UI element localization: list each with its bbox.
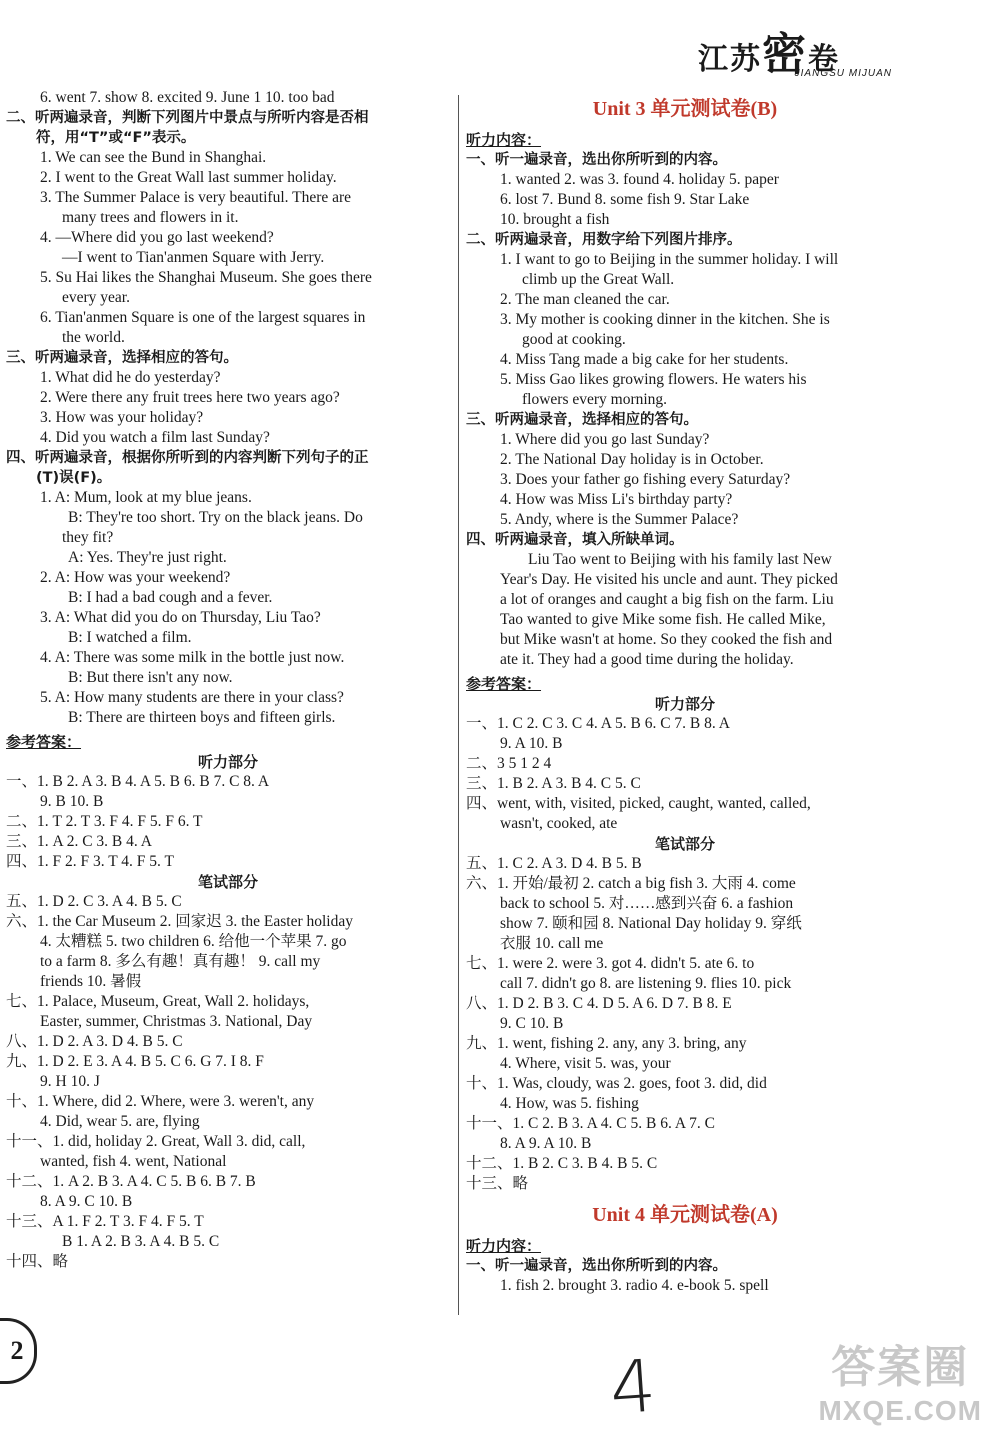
text-line: 9. B 10. B <box>40 793 104 810</box>
text-line: 4. —Where did you go last weekend? <box>40 229 274 246</box>
text-line: 十、1. Where, did 2. Where, were 3. weren't, any <box>6 1093 315 1110</box>
text-line: B 1. A 2. B 3. A 4. B 5. C <box>62 1233 220 1250</box>
text-line: 十二、1. A 2. B 3. A 4. C 5. B 6. B 7. B <box>6 1173 256 1190</box>
text-line: 6. lost 7. Bund 8. some fish 9. Star Lake <box>500 191 750 208</box>
text-line: 四、went, with, visited, picked, caught, wanted, called, <box>466 795 811 812</box>
text-line: 4. Miss Tang made a big cake for her students. <box>500 351 789 368</box>
logo-text-post: 卷 <box>808 43 840 76</box>
part-heading: 笔试部分 <box>654 835 715 853</box>
text-line: 二、3 5 1 2 4 <box>466 755 552 772</box>
text-line: 5. Andy, where is the Summer Palace? <box>500 511 739 528</box>
watermark-text: 答案圈 <box>831 1342 970 1393</box>
text-line: 8. A 9. A 10. B <box>500 1135 592 1152</box>
text-line: B: I had a bad cough and a fever. <box>68 589 273 606</box>
unit-title: Unit 4 单元测试卷(A) <box>592 1204 778 1226</box>
text-line: 五、1. C 2. A 3. D 4. B 5. B <box>466 855 642 872</box>
text-line: 二、1. T 2. T 3. F 4. F 5. F 6. T <box>6 813 203 830</box>
text-line: 8. A 9. C 10. B <box>40 1193 133 1210</box>
text-line: Liu Tao went to Beijing with his family last New <box>528 551 832 568</box>
text-line: Year's Day. He visited his uncle and aunt. They picked <box>500 571 838 588</box>
text-line: 1. wanted 2. was 3. found 4. holiday 5. paper <box>500 171 779 188</box>
question-heading: 三、听两遍录音，选择相应的答句。 <box>6 350 238 366</box>
text-line: 十三、A 1. F 2. T 3. F 4. F 5. T <box>6 1213 204 1230</box>
text-line: 3. How was your holiday? <box>40 409 204 426</box>
text-line: B: They're too short. Try on the black jeans. Do <box>68 509 363 526</box>
text-line: climb up the Great Wall. <box>522 271 675 288</box>
section-label: 参考答案： <box>466 675 542 693</box>
text-line: good at cooking. <box>522 331 626 348</box>
text-line: flowers every morning. <box>522 391 668 408</box>
text-line: the world. <box>62 329 125 346</box>
text-line: 9. A 10. B <box>500 735 563 752</box>
text-line: B: But there isn't any now. <box>68 669 233 686</box>
text-line: Tao wanted to give Mike some fish. He called Mike, <box>500 611 826 628</box>
text-line: —I went to Tian'anmen Square with Jerry. <box>62 249 325 266</box>
text-line: 5. A: How many students are there in your class? <box>40 689 344 706</box>
question-heading: 四、听两遍录音，填入所缺单词。 <box>466 532 684 548</box>
question-heading: 一、听一遍录音，选出你所听到的内容。 <box>466 1258 727 1274</box>
text-line: every year. <box>62 289 130 306</box>
text-line: 三、1. A 2. C 3. B 4. A <box>6 833 152 850</box>
text-line: wasn't, cooked, ate <box>500 815 618 832</box>
text-line: 1. fish 2. brought 3. radio 4. e-book 5. spell <box>500 1277 769 1294</box>
text-line: 五、1. D 2. C 3. A 4. B 5. C <box>6 893 182 910</box>
text-line: 衣服 10. call me <box>500 935 604 952</box>
watermark <box>818 1331 982 1427</box>
text-line: 1. What did he do yesterday? <box>40 369 221 386</box>
text-line: show 7. 颐和园 8. National Day holiday 9. 穿纸 <box>500 915 802 932</box>
text-line: they fit? <box>62 529 114 546</box>
text-line: 4. A: There was some milk in the bottle just now. <box>40 649 345 666</box>
text-line: 10. brought a fish <box>500 211 610 228</box>
text-line: 2. Were there any fruit trees here two years ago? <box>40 389 340 406</box>
text-line: 9. H 10. J <box>40 1073 100 1090</box>
question-heading: 一、听一遍录音，选出你所听到的内容。 <box>466 152 727 168</box>
text-line: 1. A: Mum, look at my blue jeans. <box>40 489 252 506</box>
page-number: 2 <box>0 1318 37 1384</box>
text-line: A: Yes. They're just right. <box>68 549 227 566</box>
text-line: 3. Does your father go fishing every Saturday? <box>500 471 791 488</box>
text-line: 十四、略 <box>6 1253 69 1270</box>
part-heading: 听力部分 <box>197 753 258 771</box>
question-heading: 四、听两遍录音，根据你所听到的内容判断下列句子的正 <box>6 450 369 466</box>
text-line: 2. A: How was your weekend? <box>40 569 231 586</box>
text-line: 2. The man cleaned the car. <box>500 291 670 308</box>
text-line: 4. How, was 5. fishing <box>500 1095 639 1112</box>
text-line: B: There are thirteen boys and fifteen girls. <box>68 709 336 726</box>
text-line: 十一、1. C 2. B 3. A 4. C 5. B 6. A 7. C <box>466 1115 715 1132</box>
text-line: 9. C 10. B <box>500 1015 564 1032</box>
text-line: 十、1. Was, cloudy, was 2. goes, foot 3. did, did <box>466 1075 767 1092</box>
text-line: 三、1. B 2. A 3. B 4. C 5. C <box>466 775 641 792</box>
text-line: 3. My mother is cooking dinner in the kitchen. She is <box>500 311 830 328</box>
text-line: 1. We can see the Bund in Shanghai. <box>40 149 267 166</box>
logo-subtitle: JIANGSU MIJUAN <box>794 68 892 79</box>
text-line: Easter, summer, Christmas 3. National, Day <box>40 1013 313 1030</box>
text-line: ate it. They had a good time during the holiday. <box>500 651 794 668</box>
text-line: 一、1. C 2. C 3. C 4. A 5. B 6. C 7. B 8. A <box>466 715 730 732</box>
text-line: 十二、1. B 2. C 3. B 4. B 5. C <box>466 1155 658 1172</box>
section-label: 听力内容： <box>466 131 542 149</box>
text-line: back to school 5. 对……感到兴奋 6. a fashion <box>500 895 794 912</box>
question-heading: 二、听两遍录音，用数字给下列图片排序。 <box>466 232 742 248</box>
text-line: 六、1. the Car Museum 2. 回家迟 3. the Easter holiday <box>6 913 353 930</box>
column-divider <box>458 95 459 1315</box>
text-line: 2. I went to the Great Wall last summer holiday. <box>40 169 337 186</box>
text-line: 六、1. 开始/最初 2. catch a big fish 3. 大雨 4. come <box>466 875 796 892</box>
handwritten-mark: 4 <box>607 1343 659 1431</box>
question-heading: 三、听两遍录音，选择相应的答句。 <box>466 412 698 428</box>
text-line: 4. Did, wear 5. are, flying <box>40 1113 200 1130</box>
text-line: 2. The National Day holiday is in October. <box>500 451 764 468</box>
left-column <box>6 88 450 1272</box>
watermark-url: MXQE.COM <box>818 1395 982 1426</box>
text-line: 4. 太糟糕 5. two children 6. 给他一个苹果 7. go <box>40 933 347 950</box>
text-line: 八、1. D 2. B 3. C 4. D 5. A 6. D 7. B 8. E <box>466 995 732 1012</box>
text-line: 4. Where, visit 5. was, your <box>500 1055 671 1072</box>
question-heading: 二、听两遍录音，判断下列图片中景点与所听内容是否相 <box>6 110 369 126</box>
text-line: 一、1. B 2. A 3. B 4. A 5. B 6. B 7. C 8. A <box>6 773 270 790</box>
text-line: 5. Su Hai likes the Shanghai Museum. She goes there <box>40 269 372 286</box>
text-line: to a farm 8. 多么有趣！真有趣！ 9. call my <box>40 953 321 970</box>
section-label: 参考答案： <box>6 733 82 751</box>
text-line: 七、1. Palace, Museum, Great, Wall 2. holidays, <box>6 993 310 1010</box>
text-line: 十一、1. did, holiday 2. Great, Wall 3. did, call, <box>6 1133 306 1150</box>
text-line: 6. Tian'anmen Square is one of the largest squares in <box>40 309 366 326</box>
question-heading: 符，用“T”或“F”表示。 <box>36 130 196 146</box>
text-line: 十三、略 <box>466 1175 529 1192</box>
text-line: 4. How was Miss Li's birthday party? <box>500 491 733 508</box>
text-line: many trees and flowers in it. <box>62 209 239 226</box>
text-line: 四、1. F 2. F 3. T 4. F 5. T <box>6 853 174 870</box>
text-line: wanted, fish 4. went, National <box>40 1153 227 1170</box>
text-line: 七、1. were 2. were 3. got 4. didn't 5. ate 6. to <box>466 955 755 972</box>
text-line: a lot of oranges and caught a big fish on the farm. Liu <box>500 591 834 608</box>
text-line: 九、1. went, fishing 2. any, any 3. bring, any <box>466 1035 747 1052</box>
text-line: 1. I want to go to Beijing in the summer holiday. I will <box>500 251 839 268</box>
text-line: friends 10. 暑假 <box>40 973 142 990</box>
section-label: 听力内容： <box>466 1237 542 1255</box>
part-heading: 笔试部分 <box>197 873 258 891</box>
text-line: 八、1. D 2. A 3. D 4. B 5. C <box>6 1033 183 1050</box>
text-line: 5. Miss Gao likes growing flowers. He waters his <box>500 371 807 388</box>
text-line: B: I watched a film. <box>68 629 192 646</box>
text-line: 九、1. D 2. E 3. A 4. B 5. C 6. G 7. I 8. F <box>6 1053 264 1070</box>
text-line: 3. The Summer Palace is very beautiful. There are <box>40 189 352 206</box>
text-line: 1. Where did you go last Sunday? <box>500 431 710 448</box>
unit-title: Unit 3 单元测试卷(B) <box>592 98 778 120</box>
text-line: 3. A: What did you do on Thursday, Liu Tao? <box>40 609 321 626</box>
part-heading: 听力部分 <box>654 695 715 713</box>
text-line: call 7. didn't go 8. are listening 9. flies 10. pick <box>500 975 792 992</box>
right-column <box>466 88 904 1296</box>
text-line: but Mike wasn't at home. So they cooked the fish and <box>500 631 833 648</box>
logo-text-big: 密 <box>762 30 808 79</box>
text-line: 6. went 7. show 8. excited 9. June 1 10. too bad <box>40 89 335 106</box>
text-line: 4. Did you watch a film last Sunday? <box>40 429 270 446</box>
logo-text-pre: 江苏 <box>698 43 762 76</box>
question-heading: (T)误(F)。 <box>36 470 112 486</box>
